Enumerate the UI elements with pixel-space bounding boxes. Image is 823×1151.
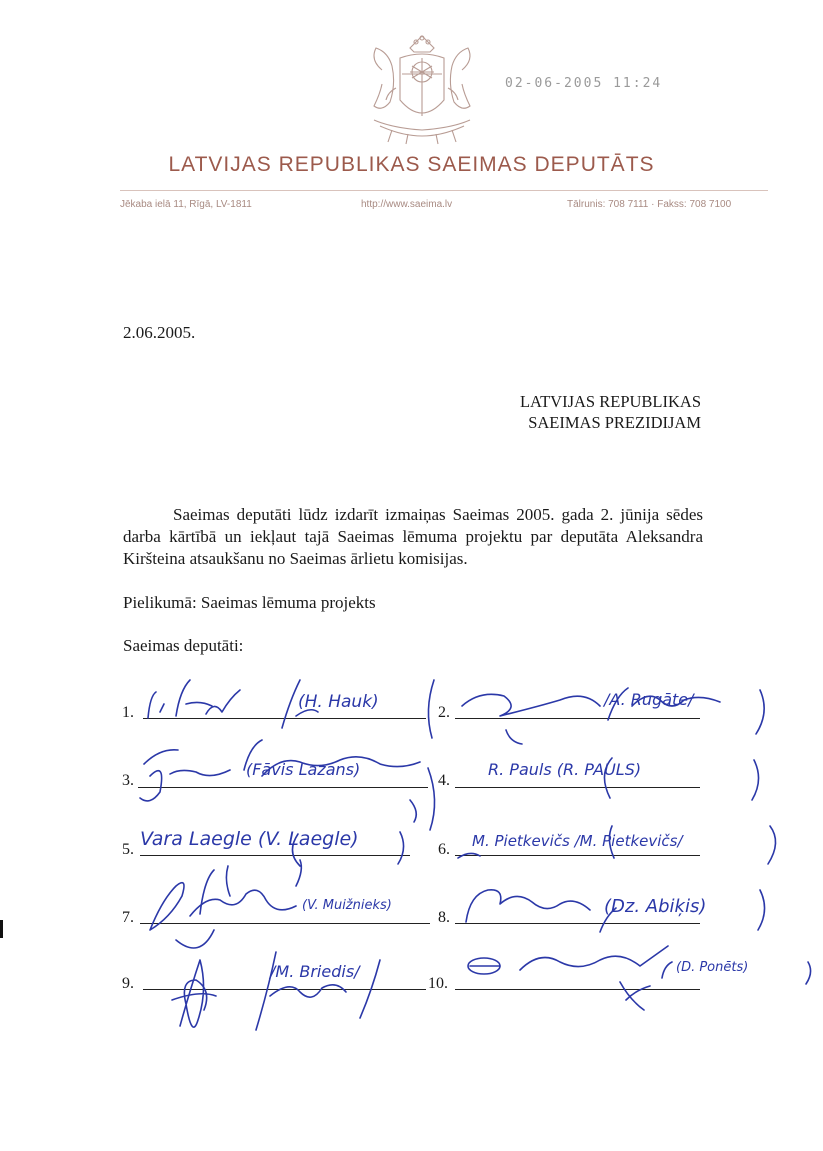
signature-number: 5. bbox=[122, 841, 134, 858]
addressee-line: LATVIJAS REPUBLIKAS bbox=[519, 392, 701, 411]
signature-handwriting: (Dz. Abiķis) bbox=[604, 896, 707, 917]
signature-line bbox=[140, 923, 430, 924]
letter-date: 2.06.2005. bbox=[123, 323, 196, 342]
addressee-line: SAEIMAS PREZIDIJAM bbox=[528, 413, 701, 432]
signature-line bbox=[140, 855, 410, 856]
letterhead-title: LATVIJAS REPUBLIKAS SAEIMAS DEPUTĀTS bbox=[168, 153, 655, 176]
signature-line bbox=[138, 787, 428, 788]
signature-handwriting: /M. Briedis/ bbox=[270, 962, 360, 981]
signature-handwriting: /A. Rugāte/ bbox=[604, 690, 694, 709]
letter-body: Saeimas deputāti lūdz izdarīt izmaiņas Saeimas 2005. gada 2. jūnija sēdes darba kārtībā un iekļaut tajā Saeimas lēmuma projektu par deputāta Aleksandra Kiršteina atsaukšanu no Saeimas ārlietu komisijas. bbox=[123, 505, 703, 568]
signature-handwriting: Vara Laegle (V. Laegle) bbox=[140, 828, 359, 850]
signature-handwriting: (V. Muižnieks) bbox=[302, 898, 392, 913]
signature-line bbox=[143, 989, 426, 990]
signature-handwriting: (D. Ponēts) bbox=[676, 960, 749, 975]
signature-number: 10. bbox=[428, 975, 448, 992]
attachment-note: Pielikumā: Saeimas lēmuma projekts bbox=[123, 593, 376, 612]
letterhead-phones: Tālrunis: 708 7111 · Fakss: 708 7100 bbox=[567, 199, 732, 210]
signature-number: 7. bbox=[122, 909, 134, 926]
signature-handwriting: (Fāvis Lazans) bbox=[246, 760, 361, 779]
signature-number: 1. bbox=[122, 704, 134, 721]
signature-handwriting: M. Pietkevičs /M. Pietkevičs/ bbox=[472, 832, 683, 850]
letterhead-divider bbox=[120, 190, 768, 191]
received-stamp: 02-06-2005 11:24 bbox=[505, 76, 663, 91]
scan-edge-mark bbox=[0, 920, 3, 938]
coat-of-arms-icon bbox=[352, 30, 492, 148]
signature-number: 9. bbox=[122, 975, 134, 992]
signature-line bbox=[455, 718, 700, 719]
signature-line bbox=[143, 718, 426, 719]
signature-handwriting: (H. Hauk) bbox=[298, 692, 379, 712]
signature-line bbox=[455, 923, 700, 924]
signature-line bbox=[455, 787, 700, 788]
letterhead-website: http://www.saeima.lv bbox=[361, 199, 453, 210]
letterhead-address: Jēkaba ielā 11, Rīgā, LV-1811 bbox=[120, 199, 252, 210]
addressee-block bbox=[520, 391, 701, 433]
signature-line bbox=[455, 989, 700, 990]
signature-number: 2. bbox=[438, 704, 450, 721]
deputies-label: Saeimas deputāti: bbox=[123, 636, 244, 655]
signature-number: 4. bbox=[438, 772, 450, 789]
signature-handwriting: R. Pauls (R. PAULS) bbox=[488, 760, 642, 779]
signature-line bbox=[455, 855, 700, 856]
signature-number: 8. bbox=[438, 909, 450, 926]
signature-number: 3. bbox=[122, 772, 134, 789]
signature-number: 6. bbox=[438, 841, 450, 858]
